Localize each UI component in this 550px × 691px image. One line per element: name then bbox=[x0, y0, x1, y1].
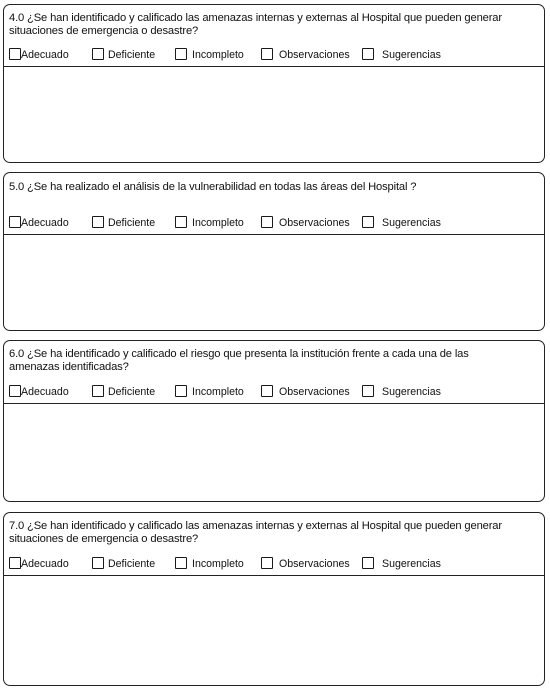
question-card-4 bbox=[3, 4, 545, 163]
answer-area[interactable] bbox=[4, 235, 544, 329]
checkbox[interactable] bbox=[175, 557, 187, 569]
checkbox[interactable] bbox=[9, 557, 21, 569]
checkbox[interactable] bbox=[362, 557, 374, 569]
checkbox[interactable] bbox=[9, 216, 21, 228]
checkbox[interactable] bbox=[261, 48, 273, 60]
rating-options: Adecuado Deficiente Incompleto Observaciones Sugerencias bbox=[9, 48, 541, 62]
checkbox[interactable] bbox=[92, 557, 104, 569]
checkbox[interactable] bbox=[362, 385, 374, 397]
checkbox[interactable] bbox=[92, 216, 104, 228]
answer-area[interactable] bbox=[4, 404, 544, 500]
checkbox[interactable] bbox=[92, 48, 104, 60]
rating-options: Adecuado Deficiente Incompleto Observaciones Sugerencias bbox=[9, 557, 541, 571]
checkbox[interactable] bbox=[175, 48, 187, 60]
checkbox[interactable] bbox=[92, 385, 104, 397]
checkbox[interactable] bbox=[261, 385, 273, 397]
answer-area[interactable] bbox=[4, 67, 544, 161]
question-text: 5.0 ¿Se ha realizado el análisis de la vulnerabilidad en todas las áreas del Hospital ? bbox=[9, 181, 417, 193]
question-text: 7.0 ¿Se han identificado y calificado las amenazas internas y externas al Hospital que pueden generar situaciones de emergencia o desastre? bbox=[9, 520, 502, 545]
question-header bbox=[4, 173, 544, 235]
checkbox[interactable] bbox=[9, 48, 21, 60]
question-card-5 bbox=[3, 172, 545, 331]
checkbox[interactable] bbox=[261, 216, 273, 228]
checkbox[interactable] bbox=[362, 216, 374, 228]
checkbox[interactable] bbox=[175, 216, 187, 228]
question-card-6 bbox=[3, 340, 545, 502]
question-text: 6.0 ¿Se ha identificado y calificado el riesgo que presenta la institución frente a cada una de las amenazas identificadas? bbox=[9, 348, 469, 373]
rating-options: Adecuado Deficiente Incompleto Observaciones Sugerencias bbox=[9, 216, 541, 230]
question-text: 4.0 ¿Se han identificado y calificado las amenazas internas y externas al Hospital que pueden generar situaciones de emergencia o desastre? bbox=[9, 12, 502, 37]
question-header bbox=[4, 5, 544, 67]
checkbox[interactable] bbox=[9, 385, 21, 397]
checkbox[interactable] bbox=[362, 48, 374, 60]
answer-area[interactable] bbox=[4, 576, 544, 684]
question-header bbox=[4, 341, 544, 404]
question-header bbox=[4, 513, 544, 576]
checkbox[interactable] bbox=[175, 385, 187, 397]
question-card-7 bbox=[3, 512, 545, 686]
rating-options: Adecuado Deficiente Incompleto Observaciones Sugerencias bbox=[9, 385, 541, 399]
checkbox[interactable] bbox=[261, 557, 273, 569]
